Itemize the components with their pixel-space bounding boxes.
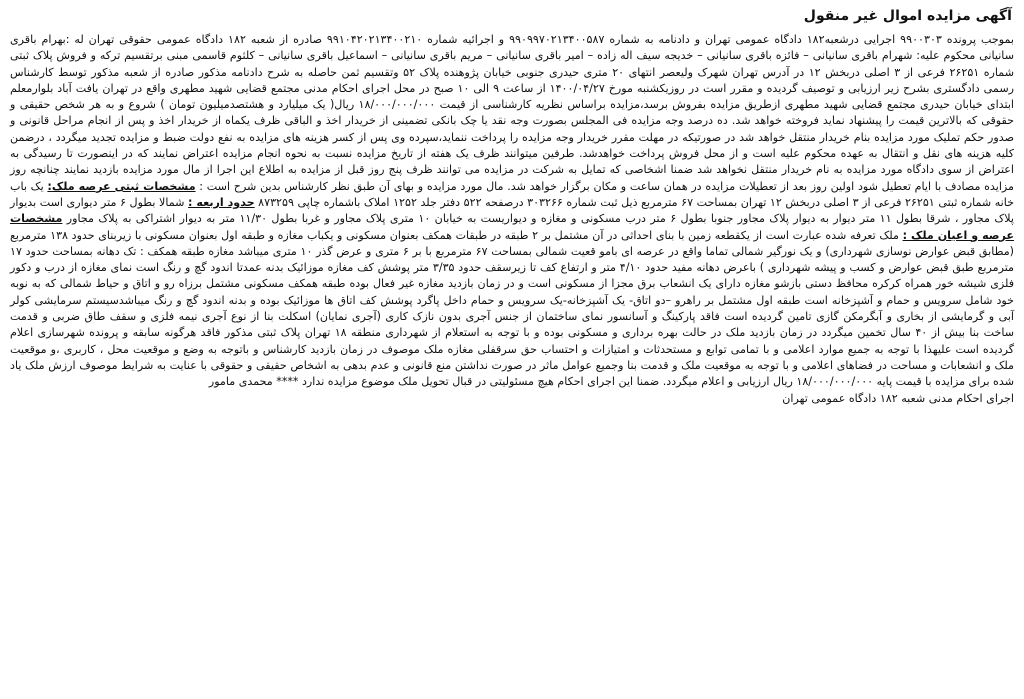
notice-signature: اجرای احکام مدنی شعبه ۱۸۲ دادگاه عمومی تهران bbox=[782, 391, 1014, 405]
notice-intro-text: بموجب پرونده ۹۹۰۰۳۰۳ اجرایی درشعبه۱۸۲ دادگاه عمومی تهران و دادنامه به شماره ۹۹۰۹۹۷۰۲۱۳۴۰۰۵۸۷ و اجرائیه شماره ۹۹۱۰۴۲۰۲۱۳۴۰۰۲۱۰ صادره از شعبه ۱۸۲ دادگاه عمومی حقوقی تهران له :بهرام باقری سانیانی محکوم علیه: شهرام باقری سانیانی – فائزه باقری سانیانی – خدیجه سیف اله زاده – امیر باقری سانیانی – مریم باقری سانیانی – اسماعیل باقری سانیانی – کلثوم قاسمی مبنی برتقسیم ترکه و فروش پلاک ثبتی شماره ۲۶۲۵۱ فرعی از ۳ اصلی دربخش ۱۲ در آدرس تهران شهرک ولیعصر انتهای ۲۰ متری حیدری جنوبی خیابان پژوهنده پلاک ۵۲ وتقسیم ثمن حاصله به شرح دادنامه مذکور صادره از شعبه مذکور توسط کارشناس رسمی دادگستری بشرح زیر ارزیابی و توصیف گردیده و مقرر است در روزیکشنبه مورخ ۱۴۰۰/۰۴/۲۷ از ساعت ۹ الی ۱۰ صبح در محل اجرای احکام مدنی مجتمع قضایی شهید مطهری واقع در تهران یافت آباد بلوارمعلم ابتدای خیابان حیدری مجتمع قضایی شهید مطهری ازطریق مزایده بفروش برسد،مزایده براساس نظریه کارشناسی از قیمت ۱۸/۰۰۰/۰۰۰/۰۰۰ ریال( یک میلیارد و هشتصدمیلیون تومان ) شروع و به هر شخص حقیقی و حقوقی که بالاترین قیمت را پیشنهاد نماید فروخته خواهد شد. ده درصد وجه مزایده فی المجلس بصورت وجه نقد یا چک بانکی تضمینی از خریدار اخذ و الباقی ظرف یکماه از خریدار اخذ و پس از انجام مراحل قانونی و صدور حکم تملیک مورد مزایده بنام خریدار منتقل خواهد شد در صورتیکه در مهلت مقرر خریدار وجه مزایده را پرداخت ننماید،سپرده وی پس از کسر هزینه های مزایده به نفع دولت ضبط و مزایده تجدید میگردد ، درضمن کلیه هزینه های نقل و انتقال به عهده محکوم علیه است و از محل فروش پرداخت خواهدشد. طرفین میتوانند ظرف یک هفته از تاریخ مزایده نسبت به نحوه انجام مزایده اعتراض نمایند که در اینصورت تا رسیدگی به اعتراض از سوی دادگاه مورد مزایده به نام خریدار منتقل نخواهد شد ضمنا اشخاصی که تمایل به شرکت در مزایده می توانند ظرف پنج روز قبل از مزایده به اطلاع این اجرا از مال مورد مزایده بازدید نمایند چنانچه روز مزایده مصادف با ایام تعطیل شود اولین روز بعد از تعطیلات مزایده در همان ساعت و مکان برگزار خواهد شد. مال مورد مزایده و بهای آن طبق نظر کارشناس بدین شرح است : bbox=[10, 33, 1015, 193]
notice-title: آگهی مزایده اموال غیر منقول bbox=[803, 8, 1012, 24]
boundaries-heading: حدود اربعه : bbox=[188, 195, 255, 209]
notice-body bbox=[10, 32, 1014, 391]
property-specs-heading: مشخصات عرصه و اعیان ملک : bbox=[10, 212, 1015, 242]
property-specs-text: ملک تعرفه شده عبارت است از یکقطعه زمین با بنای احداثی در آن مشتمل بر ۲ طبقه در طبقات همکف بعنوان مسکونی و یکباب مغازه و طبقه اول بعنوان مسکونی با زیربنای حدود ۱۳۸ مترمربع (مطابق قبض عوارض نوسازی شهرداری) و یک نورگیر شمالی تماما واقع در عرصه ای بامو قعیت شمالی بمساحت ۶۷ مترمربع با بر ۶ متری و عرض گذر ۱۰ متری میباشد مغازه طبقه همکف : تک دهانه بمساحت حدود ۱۷ مترمربع طبق قبض عوارض و کسب و پیشه شهرداری ) باعرض دهانه مفید حدود ۴/۱۰ متر و ارتفاع کف تا زیرسقف حدود ۳/۳۵ متر پوشش کف مغازه موزائیک بدنه عمدتا اندود گچ و رنگ است نمای مغازه از درب و دکور فلزی شیشه خور همراه کرکره محافظ دستی بازشو مغازه دارای یک انشعاب برق مجزا از مسکونی است و در زمان بازدید مغازه غیر فعال بوده طبقه همکف مسکونی مشتمل برزاه رو و اتاق و حیاط شمالی که به نوبه خود شامل سرویس و حمام و آشپزخانه است طبقه اول مشتمل بر راهرو –دو اتاق- یک آشپزخانه-یک سرویس و حمام داخل پاگرد پوشش کف اتاق ها موزائیک بوده و بدنه اندود گچ و رنگ میباشدسیستم سرمایشی کولر آبی و گرمایشی از بخاری و آبگرمکن گازی تامین گردیده است فاقد پارکینگ و آسانسور نمای ساختمان از جنس آجری بدون نازک کاری (آجری نمایان) اسکلت بنا از نوع آجری نیمه فلزی و سقف طاق ضربی و قدمت ساخت بنا بیش از ۴۰ سال تخمین میگردد در زمان بازدید ملک در حالت بهره برداری و مسکونی بوده و با توجه به استعلام از شهرداری منطقه ۱۸ تهران پلاک ثبتی مذکور فاقد هرگونه سابقه و پرونده شهرسازی اعلام گردیده است علیهذا با توجه به جمیع موارد اعلامی و با تمامی توابع و مستحدثات و امتیازات و احتساب حق سرقفلی مغازه ملک موصوف در زمان بازدید کارشناس و باتوجه به وضع و موقعیت محل ، کاربری ،و موقعیت ملک و انشعابات و مساحت در فضاهای اعلامی و با توجه به موقعیت ملک و قدمت بنا وجمیع عوامل ماثر در صورت نداشتن منع قانونی و عدم بدهی به اشخاص حقیقی و حقوقی با عنایت به شرایط موصوف ارزش ملک یاد شده برای مزایده با قیمت پایه ۱۸/۰۰۰/۰۰۰/۰۰۰ ریال ارزیابی و اعلام میگردد. ضمنا این اجرای احکام هیچ مسئولیتی در قبال تحویل ملک موضوع مزایده ندارد **** محمدی مامور bbox=[10, 228, 1014, 389]
registration-specs-text: یک باب خانه شماره ثبتی ۲۶۲۵۱ فرعی از ۳ اصلی دربخش ۱۲ تهران بمساحت ۶۷ مترمربع ذیل ثبت شماره ۳۰۳۲۶۶ درصفحه ۵۲۲ دفتر جلد ۱۲۵۲ املاک باشماره چاپی ۸۷۳۲۵۹ bbox=[10, 179, 1015, 209]
registration-specs-heading: مشخصات ثبتی عرصه ملک: bbox=[47, 179, 196, 193]
boundaries-text: شمالا بطول ۶ متر دیواری است بدیوار پلاک مجاور ، شرقا بطول ۱۱ متر دیوار به دیوار پلاک مجاور جنوبا بطول ۶ متر درب مسکونی و مغازه و دیواریست به خیابان ۱۰ متری پلاک مجاور و غربا بطول ۱۱/۳۰ متر به دیوار اشتراکی به پلاک مجاور bbox=[10, 195, 1015, 226]
